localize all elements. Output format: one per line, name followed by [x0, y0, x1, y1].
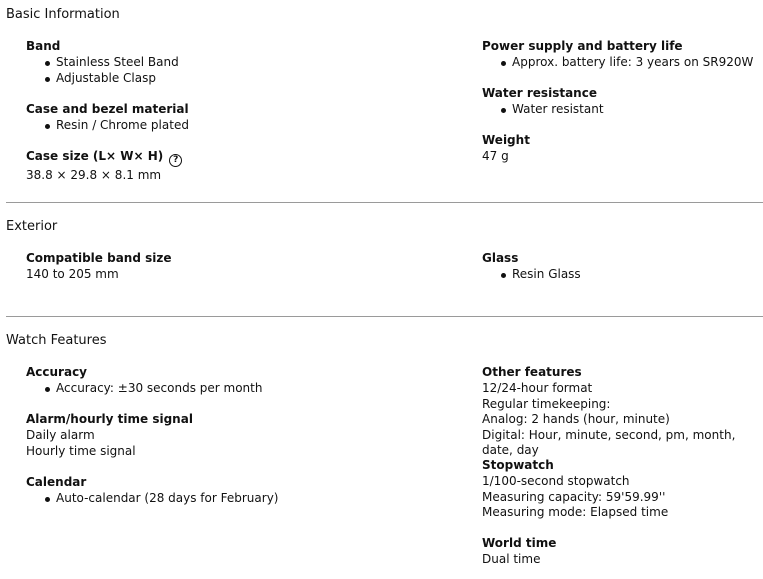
section-title-exterior: Exterior [6, 219, 58, 234]
spec-label-case-material: Case and bezel material [26, 102, 189, 116]
spec-value-case-size: 38.8 × 29.8 × 8.1 mm [26, 168, 162, 182]
spec-case-material-list [26, 118, 189, 134]
spec-value-line: Digital: Hour, minute, second, pm, month, date, day [482, 427, 736, 457]
spec-value-line: 12/24-hour format [482, 381, 593, 395]
spec-value-line: 1/100-second stopwatch [482, 474, 630, 488]
case-size-label-text: Case size (L× W× H) [26, 149, 164, 163]
section-divider [6, 202, 763, 203]
spec-label-accuracy: Accuracy [26, 365, 88, 379]
spec-water-list [482, 102, 604, 118]
spec-label-glass: Glass [482, 251, 519, 265]
spec-alarm [26, 412, 193, 459]
spec-world-time [482, 536, 556, 568]
spec-label-alarm: Alarm/hourly time signal [26, 412, 193, 426]
spec-label-water-resistance: Water resistance [482, 86, 597, 100]
spec-calendar-list [26, 491, 278, 507]
spec-value-line: Hourly time signal [26, 443, 136, 458]
spec-band-list [26, 55, 179, 86]
section-title-watch-features: Watch Features [6, 333, 107, 348]
spec-label-calendar: Calendar [26, 475, 87, 489]
spec-calendar [26, 475, 278, 507]
spec-value-band-size: 140 to 205 mm [26, 267, 119, 281]
spec-stopwatch [482, 458, 668, 521]
spec-label-power: Power supply and battery life [482, 39, 683, 53]
spec-band [26, 39, 179, 86]
spec-accuracy-list [26, 381, 262, 397]
spec-label-band-size: Compatible band size [26, 251, 172, 265]
spec-value-line: Daily alarm [26, 428, 95, 442]
spec-case-size [26, 149, 182, 184]
spec-water-resistance [482, 86, 604, 118]
spec-value-line: Dual time [482, 552, 541, 566]
spec-label-weight: Weight [482, 133, 530, 147]
list-item: Accuracy: ±30 seconds per month [26, 381, 262, 397]
spec-label-world-time: World time [482, 536, 557, 550]
list-item: Resin Glass [482, 267, 581, 283]
list-item: Auto-calendar (28 days for February) [26, 491, 278, 507]
spec-glass-list [482, 267, 581, 283]
spec-value-line: Measuring mode: Elapsed time [482, 505, 669, 519]
list-item: Approx. battery life: 3 years on SR920W [482, 55, 753, 71]
spec-value-line: Analog: 2 hands (hour, minute) [482, 412, 670, 426]
list-item: Water resistant [482, 102, 604, 118]
spec-label-other-features: Other features [482, 365, 582, 379]
spec-glass [482, 251, 581, 283]
spec-power [482, 39, 753, 71]
section-title-basic-information: Basic Information [6, 7, 120, 22]
section-divider [6, 316, 763, 317]
spec-weight [482, 133, 530, 165]
list-item: Stainless Steel Band [26, 55, 179, 71]
spec-accuracy [26, 365, 262, 397]
spec-band-size [26, 251, 172, 283]
spec-value-line: Regular timekeeping: [482, 396, 611, 411]
spec-label-band: Band [26, 39, 61, 53]
spec-label-stopwatch: Stopwatch [482, 458, 554, 472]
help-circle-icon[interactable]: ? [169, 154, 182, 167]
spec-case-material [26, 102, 189, 134]
spec-other-features [482, 365, 763, 459]
spec-power-list [482, 55, 753, 71]
spec-value-weight: 47 g [482, 149, 509, 163]
list-item: Resin / Chrome plated [26, 118, 189, 134]
spec-label-case-size [26, 149, 182, 167]
list-item: Adjustable Clasp [26, 71, 179, 87]
spec-value-line: Measuring capacity: 59'59.99'' [482, 489, 666, 504]
